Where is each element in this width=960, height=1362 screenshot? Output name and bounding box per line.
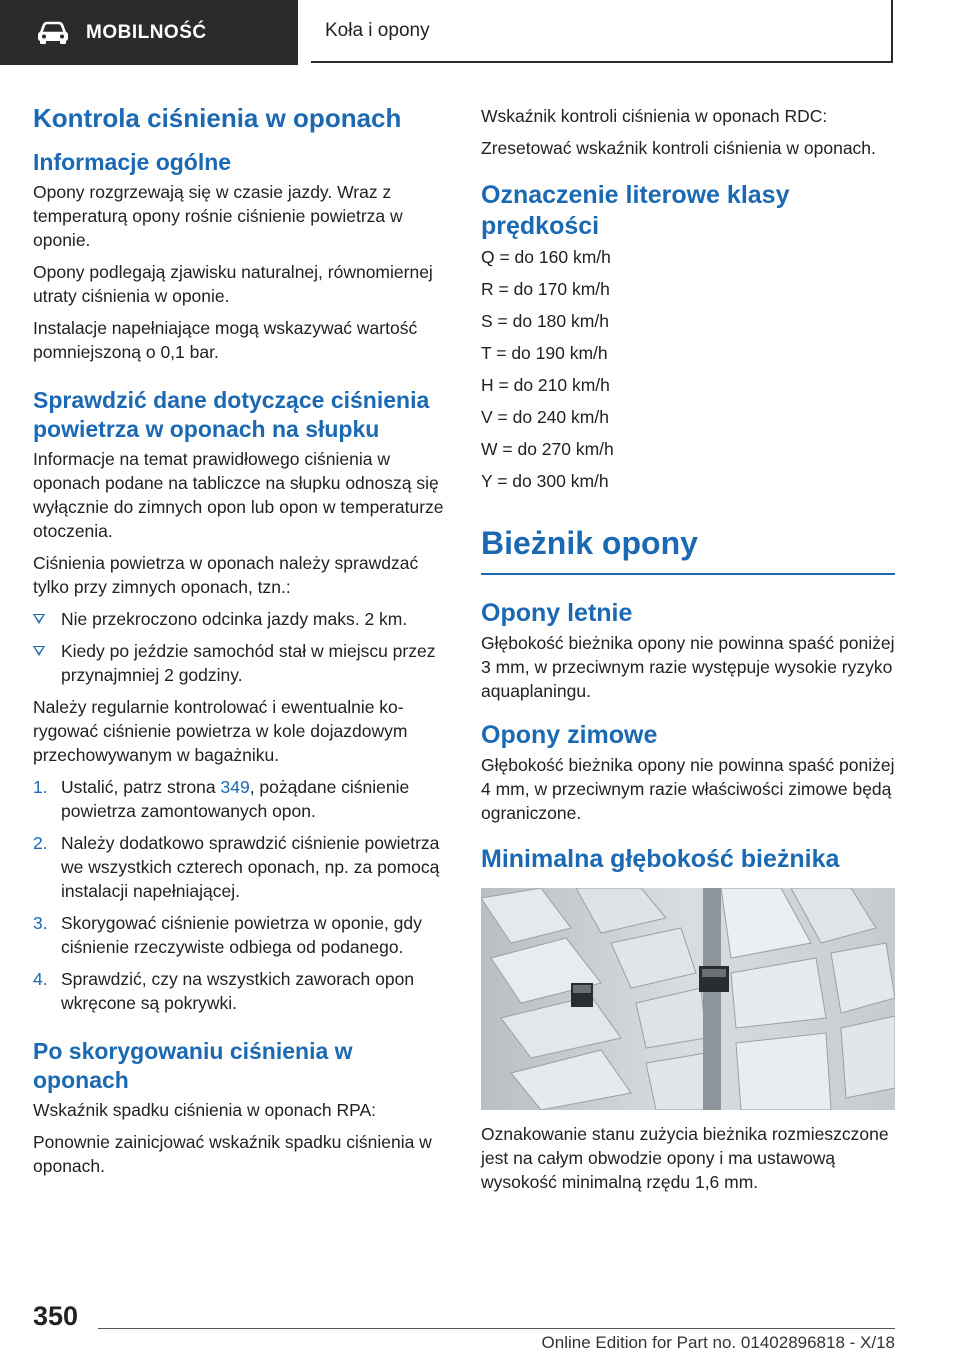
bullet-list <box>33 607 447 687</box>
paragraph: Instalacje napełniające mogą wskazywać wartość pomniejszoną o 0,1 bar. <box>33 318 418 362</box>
paragraph: Oznakowanie stanu zużycia bieżnika rozmieszczone jest na całym obwodzie opony i ma ustawową wysokość minimalną rzędu 1,6 mm. <box>481 1124 889 1192</box>
heading-after-correction: Po skorygowaniu ciśnienia w oponach <box>33 1038 353 1093</box>
heading-summer-tyres: Opony letnie <box>481 599 633 627</box>
step-number: 4. <box>33 969 48 989</box>
numbered-list <box>33 775 447 1015</box>
heading-check-pressure: Sprawdzić dane dotyczące ciśnienia powietrza w oponach na słupku <box>33 387 430 442</box>
heading-min-tread: Minimalna głębokość bieżnika <box>481 845 840 873</box>
list-item: 2. Należy dodatkowo sprawdzić ciśnienie powietrza we wszystkich czterech oponach, np. za pomocą instalacji napełniającej. <box>33 833 440 901</box>
triangle-bullet-icon <box>33 646 45 656</box>
paragraph: Wskaźnik kontroli ciśnienia w oponach RDC: <box>481 106 828 126</box>
page-number: 350 <box>33 1301 79 1331</box>
list-item: H = do 210 km/h <box>481 375 610 395</box>
heading-speed-class: Oznaczenie literowe klasy prędkości <box>481 181 790 240</box>
list-item: 4. Sprawdzić, czy na wszystkich zaworach opon wkręcone są pokrywki. <box>33 969 415 1013</box>
list-item: Y = do 300 km/h <box>481 471 609 491</box>
list-item: Kiedy po jeździe samochód stał w miejscu przez przynajmniej 2 godziny. <box>33 639 447 687</box>
speed-list <box>481 245 895 493</box>
list-item: Q = do 160 km/h <box>481 247 611 267</box>
section-header <box>0 0 298 65</box>
step-number: 2. <box>33 833 48 853</box>
paragraph: Głębokość bieżnika opony nie powinna spaść poniżej 4 mm, w przeciwnym razie właściwości zimowe będą ograniczone. <box>481 755 895 823</box>
step-number: 1. <box>33 777 48 797</box>
paragraph: Wskaźnik spadku ciśnienia w oponach RPA: <box>33 1100 377 1120</box>
car-icon <box>36 20 70 46</box>
paragraph: Głębokość bieżnika opony nie powinna spaść poniżej 3 mm, w przeciwnym razie występuje wysokie ryzyko aquaplaningu. <box>481 633 895 701</box>
paragraph: Ciśnienia powietrza w oponach należy sprawdzać tylko przy zimnych oponach, tzn.: <box>33 553 419 597</box>
paragraph: Opony podlegają zjawisku naturalnej, równomiernej utraty ciśnienia w oponie. <box>33 262 433 306</box>
chapter-header <box>311 0 893 63</box>
list-item: V = do 240 km/h <box>481 407 609 427</box>
page-title: Kontrola ciśnienia w oponach <box>33 103 402 133</box>
paragraph: Ponownie zainicjować wskaźnik spadku ciśnienia w oponach. <box>33 1132 432 1176</box>
left-column <box>33 100 447 1186</box>
list-item: W = do 270 km/h <box>481 439 614 459</box>
triangle-bullet-icon <box>33 614 45 624</box>
step-number: 3. <box>33 913 48 933</box>
paragraph: Zresetować wskaźnik kontroli ciśnienia w oponach. <box>481 138 876 158</box>
section-name: MOBILNOŚĆ <box>86 21 207 43</box>
list-item: T = do 190 km/h <box>481 343 608 363</box>
list-item: S = do 180 km/h <box>481 311 609 331</box>
list-item: 3. Skorygować ciśnienie powietrza w oponie, gdy ciśnienie rzeczywiste odbiega od podanego. <box>33 913 422 957</box>
heading-winter-tyres: Opony zimowe <box>481 721 658 749</box>
edition-info: Online Edition for Part no. 01402896818 - X/18 <box>541 1333 895 1352</box>
heading-general: Informacje ogólne <box>33 149 232 175</box>
tread-wear-indicator-image <box>481 888 895 1110</box>
paragraph: Opony rozgrzewają się w czasie jazdy. Wraz z temperaturą opony rośnie ciśnienie powietrza w oponie. <box>33 182 403 250</box>
paragraph: Należy regularnie kontrolować i ewentualnie korygować ciśnienie powietrza w kole dojazdowym przechowywanym w bagażniku. <box>33 697 408 765</box>
paragraph: Informacje na temat prawidłowego ciśnienia w oponach podane na tabliczce na słupku odnoszą się wyłącznie do zimnych opon lub opon w temperaturze otoczenia. <box>33 449 444 541</box>
chapter-name: Koła i opony <box>325 19 430 41</box>
footer-divider <box>98 1328 895 1329</box>
page-link[interactable]: 349 <box>220 777 250 797</box>
section-title-tread: Bieżnik opony <box>481 523 895 575</box>
list-item: 1. Ustalić, patrz strona 349, pożądane ciśnienie powietrza zamontowanych opon. <box>33 777 410 821</box>
list-item: Nie przekroczono odcinka jazdy maks. 2 km. <box>33 607 447 631</box>
right-column <box>481 100 895 1202</box>
list-item: R = do 170 km/h <box>481 279 610 299</box>
